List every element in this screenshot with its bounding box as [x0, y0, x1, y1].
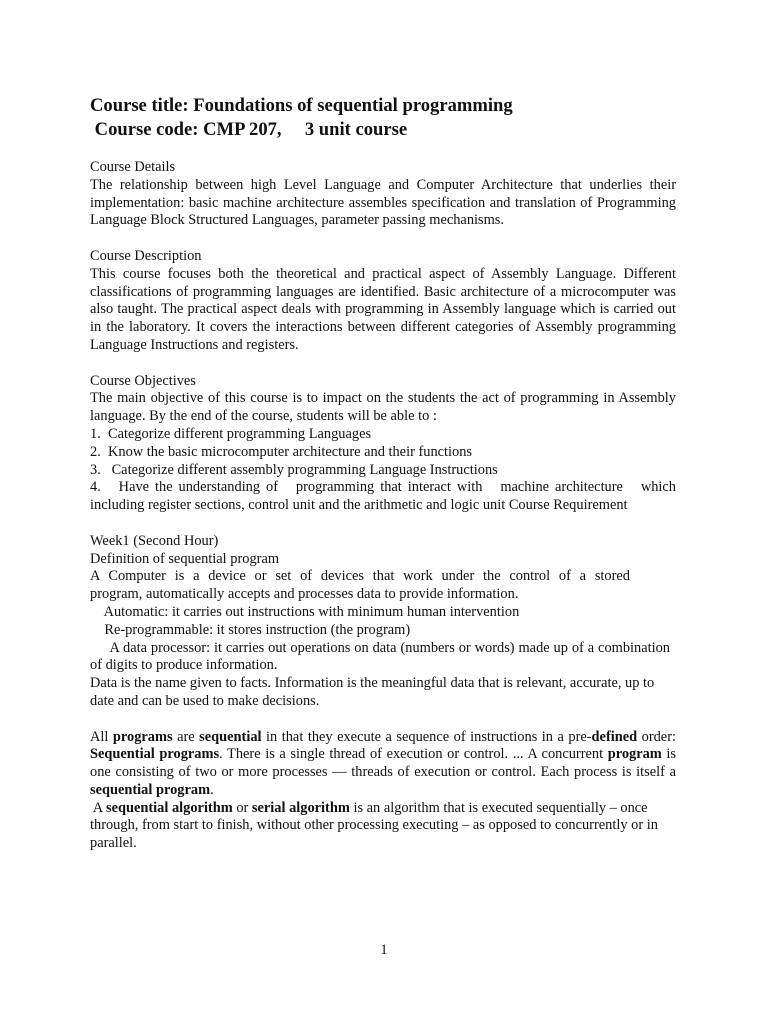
page-number: 1	[380, 942, 388, 958]
text-run: All	[90, 728, 113, 745]
text-run: order:	[637, 728, 676, 745]
computer-definition-line-1: A Computer is a device or set of devices that work under the control of a stored	[90, 568, 630, 585]
computer-definition-line-2: program, automatically accepts and processes data to provide information.	[90, 586, 519, 603]
page-content	[90, 94, 680, 853]
spacer	[90, 355, 676, 373]
course-title: Course title: Foundations of sequential programming	[90, 95, 513, 116]
week1-subheading: Definition of sequential program	[90, 550, 280, 567]
text-run: are	[172, 728, 200, 745]
text-run: . There is a single thread of execution or control. ... A concurrent	[219, 746, 608, 763]
objective-item: 2. Know the basic microcomputer architecture and their functions	[90, 443, 473, 460]
course-details-text: The relationship between high Level Language and Computer Architecture that underlies their implementation: basic machine architecture assembles specification and translation of Programming Language Block Structured Languages, parameter passing mechanisms.	[90, 176, 676, 229]
course-description-text: This course focuses both the theoretical and practical aspect of Assembly Language. Different classifications of programming languages are identified. Basic architecture of a microcomputer was also taught. The practical aspect deals with programming in Assembly language which is carried out in the laboratory. It covers the interactions between different categories of Assembly programming Language Instructions and registers.	[90, 265, 676, 353]
reprogrammable-definition: Re-programmable: it stores instruction (the program)	[90, 621, 411, 638]
automatic-definition: Automatic: it carries out instructions with minimum human intervention	[90, 603, 520, 620]
text-run: or	[232, 799, 252, 816]
course-details-heading: Course Details	[90, 159, 176, 175]
bold-term: Sequential programs	[90, 746, 220, 763]
course-code: Course code: CMP 207, 3 unit course	[90, 119, 408, 140]
sequential-programs-paragraph	[90, 729, 676, 800]
course-objectives-heading: Course Objectives	[90, 372, 196, 389]
data-processor-definition: A data processor: it carries out operations on data (numbers or words) made up of a combination of digits to produce information.	[90, 639, 674, 674]
week1-heading: Week1 (Second Hour)	[90, 532, 219, 549]
sequential-algorithm-paragraph	[90, 800, 676, 853]
course-objectives-intro: The main objective of this course is to impact on the students the act of programming in Assembly language. By the end of the course, students will be able to :	[90, 390, 676, 425]
objective-item: 3. Categorize different assembly programming Language Instructions	[90, 461, 498, 478]
text-run: .	[210, 781, 214, 798]
bold-term: programs	[112, 728, 173, 745]
objective-item: 4. Have the understanding of programming that interact with machine architecture which including register sections, control unit and the arithmetic and logic unit Course Requirement	[90, 479, 680, 514]
bold-term: serial algorithm	[251, 799, 350, 816]
bold-term: sequential program	[90, 781, 211, 798]
course-description-heading: Course Description	[90, 247, 202, 264]
text-run: is an algorithm that is executed sequentially – once through, from start to finish, without other processing executing – as opposed to concurrently or in parallel.	[90, 799, 658, 852]
spacer	[90, 711, 676, 729]
bold-term: program	[607, 746, 662, 763]
data-definition: Data is the name given to facts. Information is the meaningful data that is relevant, accurate, up to date and can be used to make decisions.	[90, 675, 655, 709]
objective-item: 1. Categorize different programming Languages	[90, 425, 372, 442]
spacer	[90, 515, 676, 533]
bold-term: defined	[591, 728, 638, 745]
bold-term: sequential algorithm	[106, 799, 233, 816]
bold-term: sequential	[199, 728, 262, 745]
text-run: is one consisting of two or more processes — threads of execution or control. Each process is itself a	[90, 746, 677, 781]
text-run: in that they execute a sequence of instructions in a pre-	[261, 728, 592, 745]
text-run: A	[90, 799, 106, 816]
spacer	[90, 230, 676, 248]
